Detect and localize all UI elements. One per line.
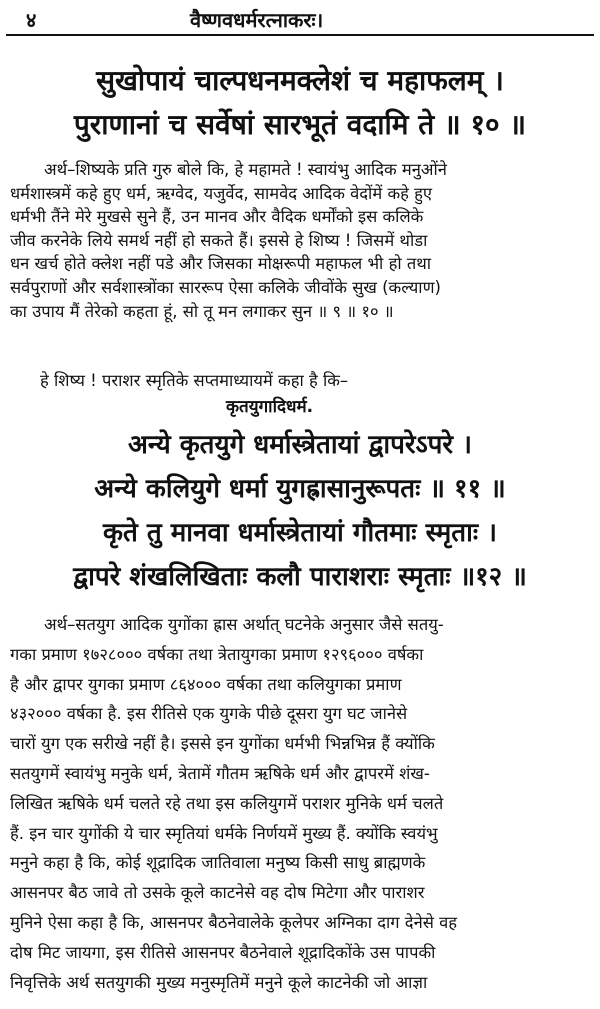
paragraph-line: अर्थ–सतयुग आदिक युगोंका ह्रास अर्थात् घटनेके अनुसार जैसे सतयु- [44,615,444,634]
verse-line: सुखोपायं चाल्पधनमक्लेशं च महाफलम् । [96,64,504,97]
paragraph-line: ४३२००० वर्षका है. इस रीतिसे एक युगके पीछे दूसरा युग घट जानेसे [10,704,408,724]
paragraph-line: मनुने कहा है कि, कोई शूद्रादिक जातिवाला मनुष्य किसी साधु ब्राह्मणके [10,853,426,873]
paragraph-line: सतयुगमें स्वायंभु मनुके धर्म, त्रेतामें गौतम ऋषिके धर्म और द्वापरमें शंख- [10,763,430,783]
verse-line: पुराणानां च सर्वेषां सारभूतं वदामि ते ॥ १० ॥ [73,108,527,141]
verse-line: अन्ये कृतयुगे धर्मास्त्रेतायां द्वापरेऽपरे । [128,430,472,460]
paragraph-line: सर्वपुराणों और सर्वशास्त्रोंका साररूप ऐसा कलिके जीवोंके सुख (कल्याण) [10,277,441,297]
paragraph-line: मुनिने ऐसा कहा है कि, आसनपर बैठनेवालेके कूलेपर अग्निका दाग देनेसे वह [10,912,458,932]
verse-line: अन्ये कलियुगे धर्मा युगह्रासानुरूपतः ॥ ११ ॥ [94,474,506,504]
paragraph-line: अर्थ–शिष्यके प्रति गुरु बोले कि, हे महामते ! स्वायंभु आदिक मनुओंने [44,160,447,179]
verse-line: कृते तु मानवा धर्मास्त्रेतायां गौतमाः स्मृताः । [103,518,497,548]
paragraph-line: हैं. इन चार युगोंकी ये चार स्मृतियां धर्मके निर्णयमें मुख्य हैं. क्योंकि स्वयंभु [10,823,438,843]
paragraph-line: लिखित ऋषिके धर्म चलते रहे तथा इस कलियुगमें पराशर मुनिके धर्म चलते [10,793,444,813]
running-title: वैष्णवधर्मरत्नाकरः। [190,8,324,32]
page-number: ४ [26,8,37,32]
paragraph-line: आसनपर बैठ जावे तो उसके कूले काटनेसे वह दोष मिटेगा और पाराशर [10,883,425,903]
paragraph-line: निवृत्तिके अर्थ सतयुगकी मुख्य मनुस्मृतिमें मनुने कूले काटनेकी जो आज्ञा [10,972,428,992]
paragraph-line: चारों युग एक सरीखे नहीं है। इससे इन युगोंका धर्मभी भिन्नभिन्न हैं क्योंकि [10,734,435,754]
verse-line: द्वापरे शंखलिखिताः कलौ पाराशराः स्मृताः ॥१२ ॥ [73,562,527,592]
paragraph-line: दोष मिट जायगा, इस रीतिसे आसनपर बैठनेवाले शूद्रादिकोंके उस पापकी [10,942,436,962]
paragraph-line: गका प्रमाण १७२८००० वर्षका तथा त्रेतायुगका प्रमाण १२९६००० वर्षका [10,644,424,664]
paragraph-line: धर्मशास्त्रमें कहे हुए धर्म, ऋग्वेद, यजुर्वेद, सामवेद आदिक वेदोंमें कहे हुए [10,183,433,203]
intro-line: हे शिष्य ! पराशर स्मृतिके सप्तमाध्यायमें कहा है कि– [40,371,349,390]
paragraph-line: है और द्वापर युगका प्रमाण ८६४००० वर्षका तथा कलियुगका प्रमाण [10,674,402,694]
paragraph-line: जीव करनेके लिये समर्थ नहीं हो सकते हैं। इससे हे शिष्य ! जिसमें थोडा [10,230,428,250]
header-rule [6,34,594,36]
section-subheading: कृतयुगादिधर्म. [226,397,314,417]
paragraph-meaning-1 [10,158,594,323]
paragraph-line: धर्मभी तैंने मेरे मुखसे सुने हैं, उन मानव और वैदिक धर्मोंको इस कलिके [10,207,424,227]
paragraph-meaning-2 [10,610,594,997]
paragraph-line: धन खर्च होते क्लेश नहीं पडे और जिसका मोक्षरूपी महाफल भी हो तथा [10,254,432,274]
paragraph-line: का उपाय मैं तेरेको कहता हूं, सो तू मन लगाकर सुन ॥ ९ ॥ १० ॥ [10,301,394,321]
